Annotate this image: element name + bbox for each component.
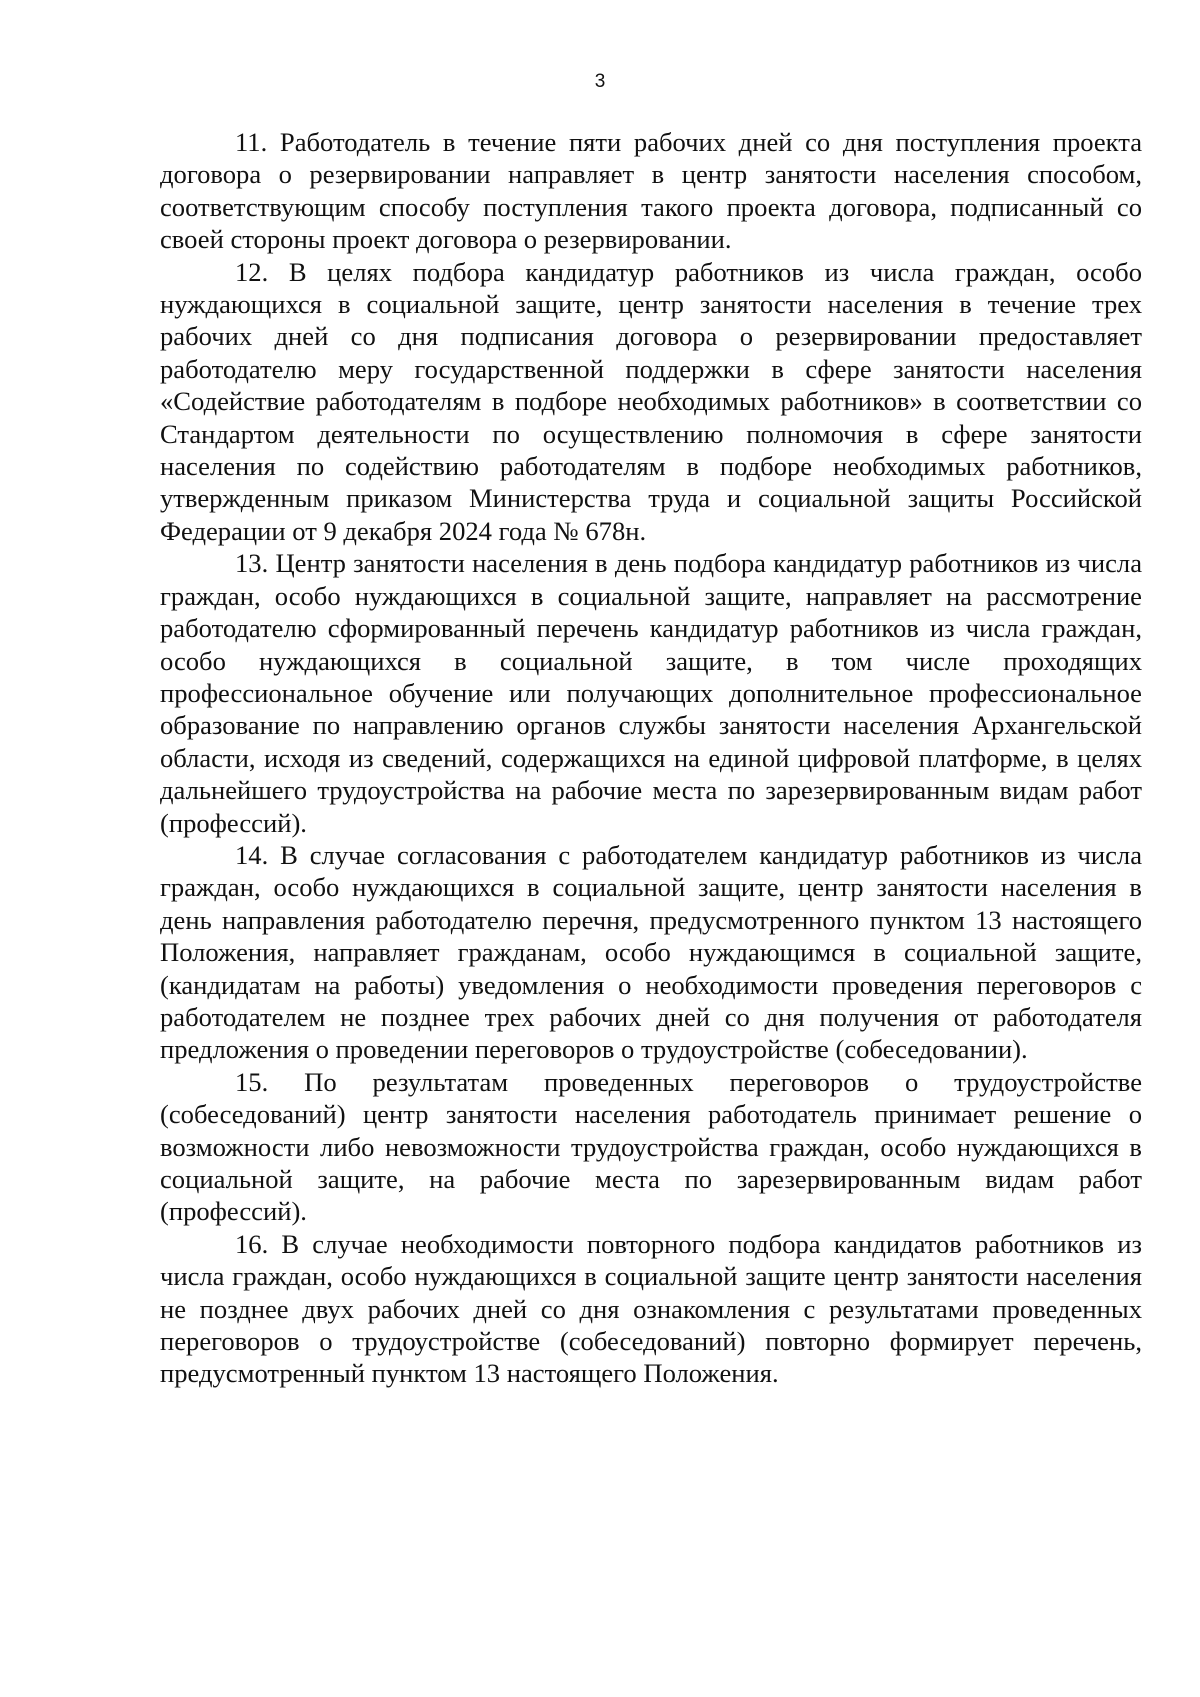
page-number: 3 [594, 71, 606, 92]
document-body [160, 126, 1142, 1390]
paragraph-13: 13. Центр занятости населения в день подбора кандидатур работников из числа граждан, особо нуждающихся в социальной защите, направляет на рассмотрение работодателю сформированный перечень кандидатур работников из числа граждан, особо нуждающихся в социальной защите, в том числе проходящих профессиональное обучение или получающих дополнительное профессиональное образование по направлению органов службы занятости населения Архангельской области, исходя из сведений, содержащихся на единой цифровой платформе, в целях дальнейшего трудоустройства на рабочие места по зарезервированным видам работ (профессий). [160, 548, 1142, 838]
paragraph-16: 16. В случае необходимости повторного подбора кандидатов работников из числа граждан, особо нуждающихся в социальной защите центр занятости населения не позднее двух рабочих дней со дня ознакомления с результатами проведенных переговоров о трудоустройстве (собеседований) повторно формирует перечень, предусмотренный пунктом 13 настоящего Положения. [160, 1228, 1142, 1389]
paragraph-12: 12. В целях подбора кандидатур работников из числа граждан, особо нуждающихся в социальной защите, центр занятости населения в течение трех рабочих дней со дня подписания договора о резервировании предоставляет работодателю меру государственной поддержки в сфере занятости населения «Содействие работодателям в подборе необходимых работников» в соответствии со Стандартом деятельности по осуществлению полномочия в сфере занятости населения по содействию работодателям в подборе необходимых работников, утвержденным приказом Министерства труда и социальной защиты Российской Федерации от 9 декабря 2024 года № 678н. [160, 256, 1142, 546]
paragraph-15: 15. По результатам проведенных переговоров о трудоустройстве (собеседований) центр занятости населения работодатель принимает решение о возможности либо невозможности трудоустройства граждан, особо нуждающихся в социальной защите, на рабочие места по зарезервированным видам работ (профессий). [160, 1066, 1142, 1227]
paragraph-14: 14. В случае согласования с работодателем кандидатур работников из числа граждан, особо нуждающихся в социальной защите, центр занятости населения в день направления работодателю перечня, предусмотренного пунктом 13 настоящего Положения, направляет гражданам, особо нуждающимся в социальной защите, (кандидатам на работы) уведомления о необходимости проведения переговоров с работодателем не позднее трех рабочих дней со дня получения от работодателя предложения о проведении переговоров о трудоустройстве (собеседовании). [160, 839, 1142, 1065]
paragraph-11: 11. Работодатель в течение пяти рабочих дней со дня поступления проекта договора о резервировании направляет в центр занятости населения способом, соответствующим способу поступления такого проекта договора, подписанный со своей стороны проект договора о резервировании. [160, 127, 1142, 255]
